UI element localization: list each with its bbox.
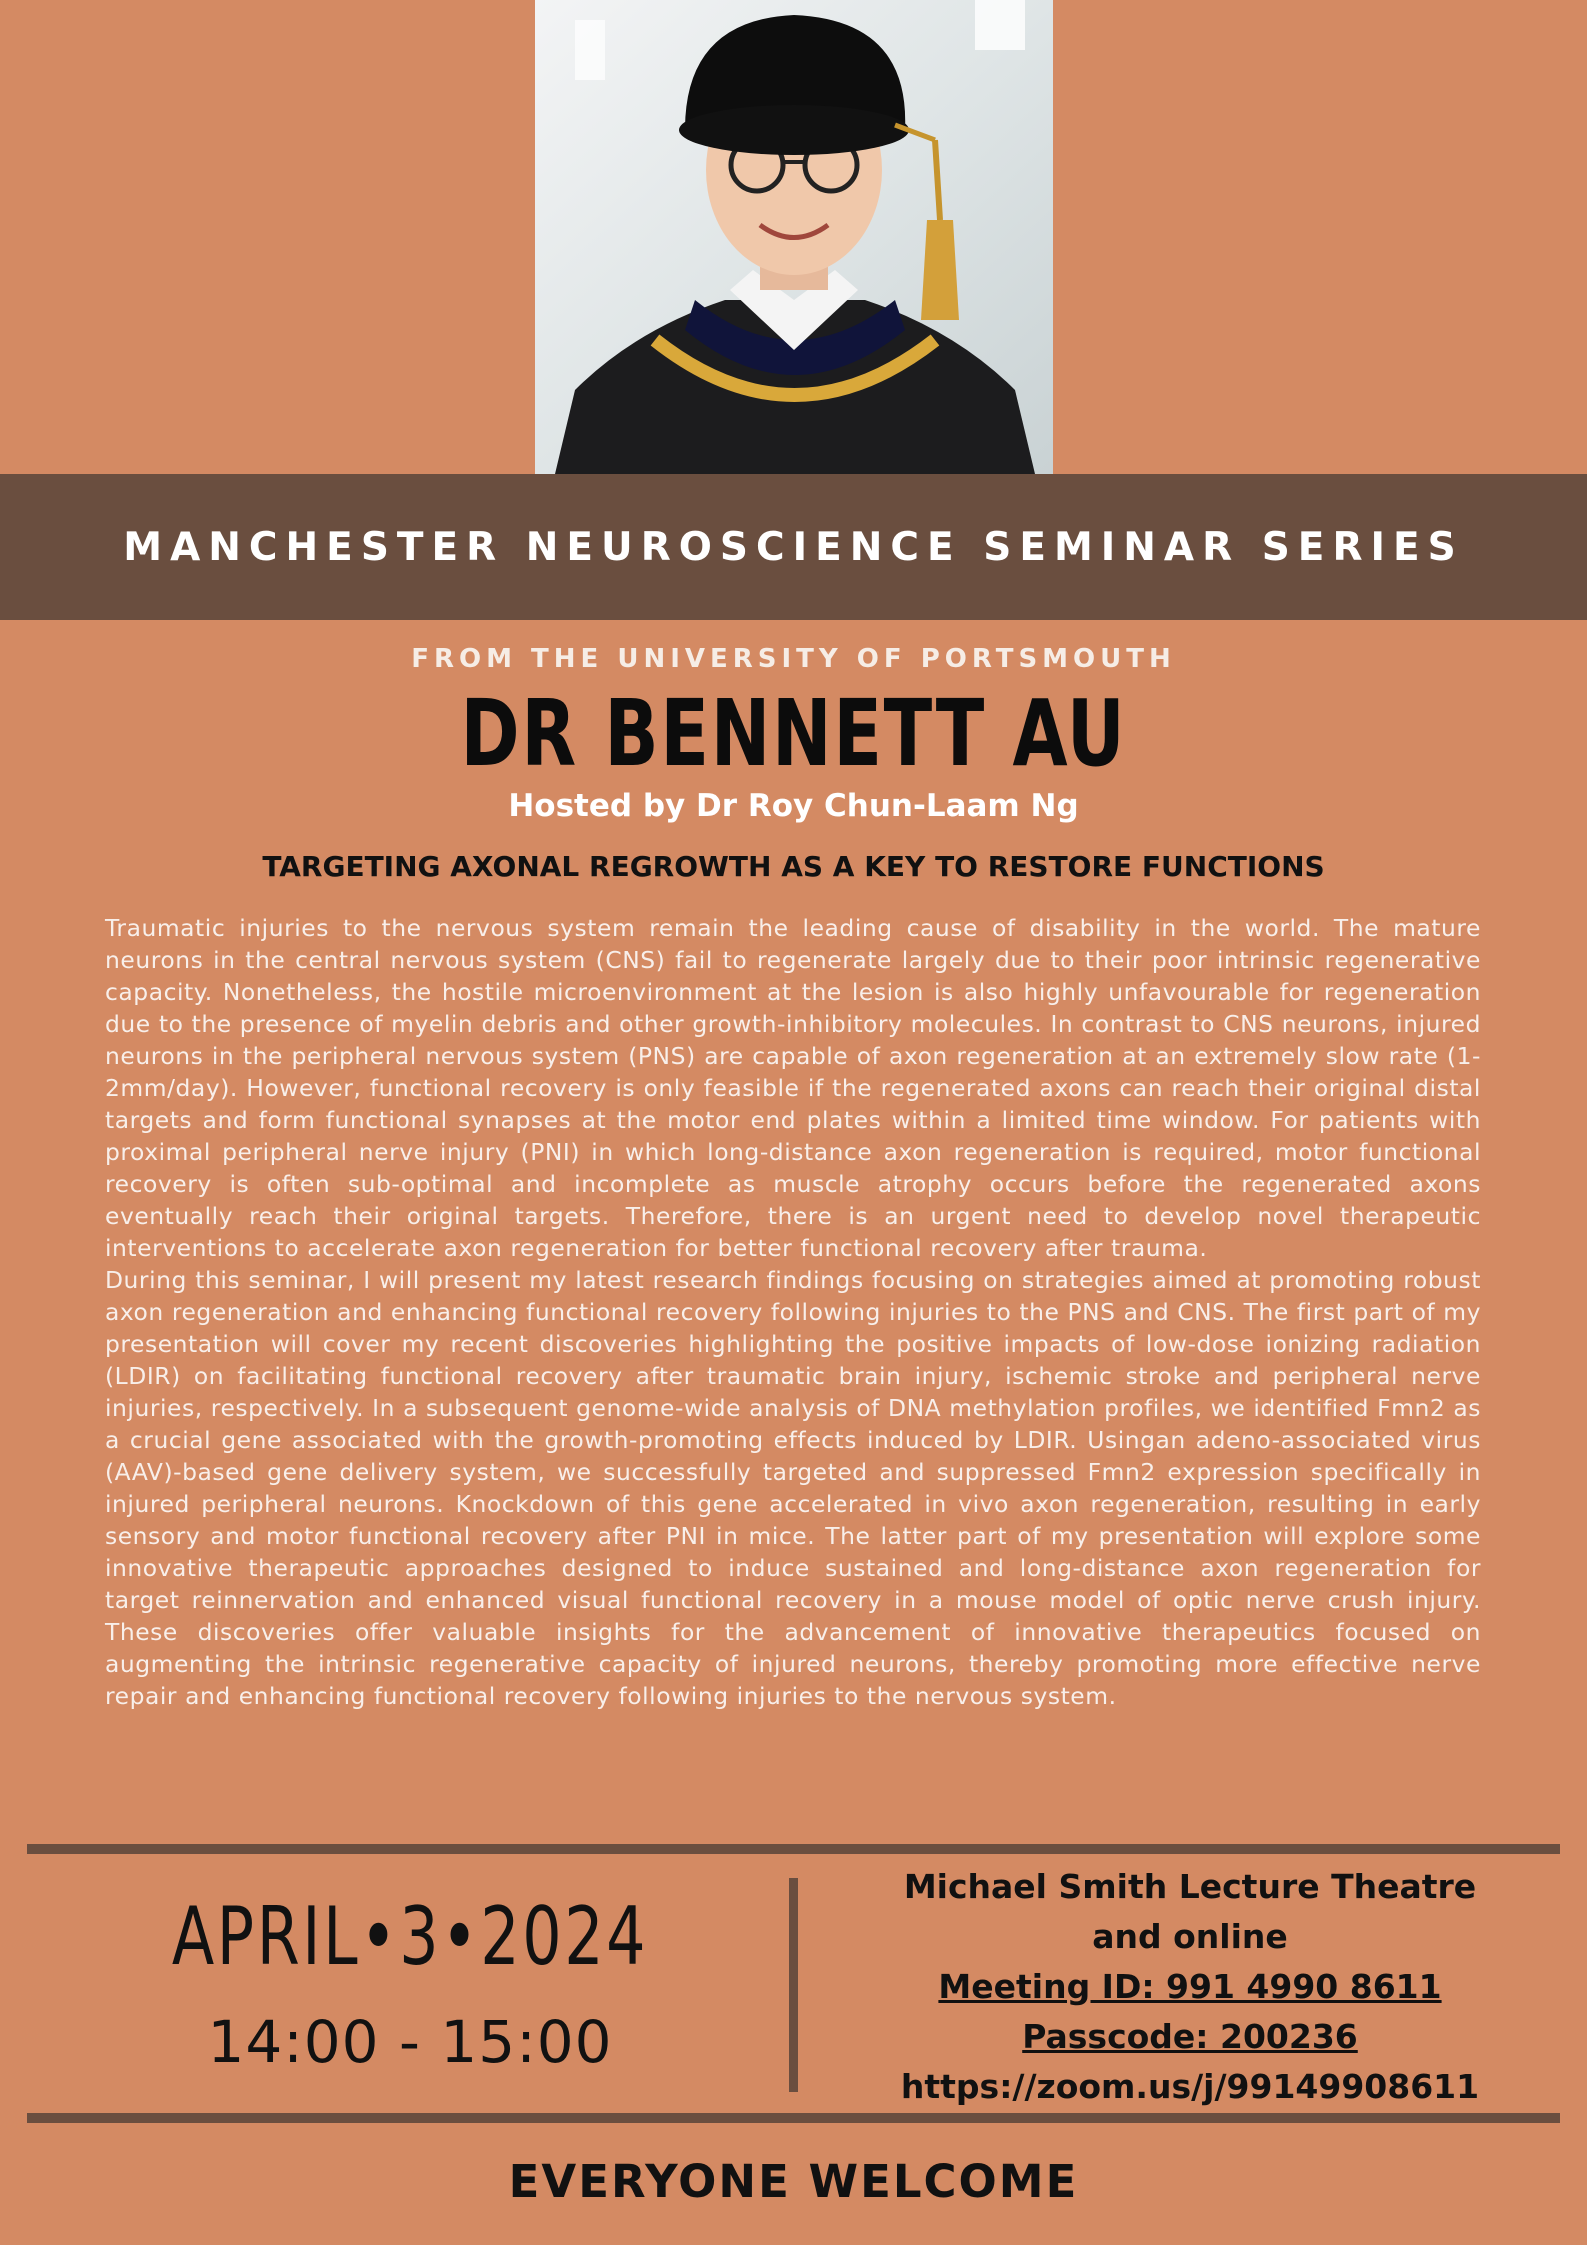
- divider-top-rule: [27, 1844, 1560, 1854]
- meeting-id: Meeting ID: 991 4990 8611: [938, 1967, 1442, 2006]
- event-time: 14:00 - 15:00: [207, 2008, 613, 2076]
- venue-online: and online: [1092, 1917, 1288, 1956]
- abstract-paragraph: Traumatic injuries to the nervous system remain the leading cause of disability in the world. The mature neurons in the central nervous system (CNS) fail to regenerate largely due to their poor intrinsic regenerative capacity. Nonetheless, the hostile microenvironment at the lesion is also highly unfavourable for regeneration due to the presence of myelin debris and other growth-inhibitory molecules. In contrast to CNS neurons, injured neurons in the peripheral nervous system (PNS) are capable of axon regeneration at an extremely slow rate (1-2mm/day). However, functional recovery is only feasible if the regenerated axons can reach their original distal targets and form functional synapses at the motor end plates within a limited time window. For patients with proximal peripheral nerve injury (PNI) in which long-distance axon regeneration is required, motor functional recovery is often sub-optimal and incomplete as muscle atrophy occurs before the regenerated axons eventually reach their original targets. Therefore, there is an urgent need to develop novel therapeutic interventions to accelerate axon regeneration for better functional recovery after trauma.: [105, 914, 1481, 1262]
- series-banner: [0, 474, 1587, 620]
- venue-block: [830, 1862, 1550, 2112]
- speaker-affiliation: FROM THE UNIVERSITY OF PORTSMOUTH: [411, 644, 1176, 674]
- abstract: [105, 912, 1481, 1712]
- vertical-divider: [789, 1878, 798, 2092]
- host-line: Hosted by Dr Roy Chun-Laam Ng: [508, 788, 1079, 824]
- closing-line: EVERYONE WELCOME: [508, 2155, 1079, 2208]
- talk-title: TARGETING AXONAL REGROWTH AS A KEY TO RESTORE FUNCTIONS: [262, 850, 1325, 883]
- abstract-paragraph: During this seminar, I will present my latest research findings focusing on strategies aimed at promoting robust axon regeneration and enhancing functional recovery following injuries to the PNS and CNS. The first part of my presentation will cover my recent discoveries highlighting the positive impacts of low-dose ionizing radiation (LDIR) on facilitating functional recovery after traumatic brain injury, ischemic stroke and peripheral nerve injuries, respectively. In a subsequent genome-wide analysis of DNA methylation profiles, we identified Fmn2 as a crucial gene associated with the growth-promoting effects induced by LDIR. Usingan adeno-associated virus (AAV)-based gene delivery system, we successfully targeted and suppressed Fmn2 expression specifically in injured peripheral neurons. Knockdown of this gene accelerated in vivo axon regeneration, resulting in early sensory and motor functional recovery after PNI in mice. The latter part of my presentation will explore some innovative therapeutic approaches designed to induce sustained and long-distance axon regeneration for target reinnervation and enhanced visual functional recovery in a mouse model of optic nerve crush injury. These discoveries offer valuable insights for the advancement of innovative therapeutics focused on augmenting the intrinsic regenerative capacity of injured neurons, thereby promoting more effective nerve repair and enhancing functional recovery following injuries to the nervous system.: [105, 1266, 1481, 1710]
- speaker-photo: [535, 0, 1053, 474]
- series-title: MANCHESTER NEUROSCIENCE SEMINAR SERIES: [123, 524, 1464, 570]
- venue-name: Michael Smith Lecture Theatre: [903, 1867, 1477, 1906]
- speaker-name: DR BENNETT AU: [460, 680, 1127, 787]
- event-date: APRIL•3•2024: [171, 1890, 649, 1983]
- divider-bottom-rule: [27, 2113, 1560, 2123]
- zoom-link[interactable]: https://zoom.us/j/99149908611: [900, 2067, 1480, 2106]
- passcode: Passcode: 200236: [1022, 2017, 1358, 2056]
